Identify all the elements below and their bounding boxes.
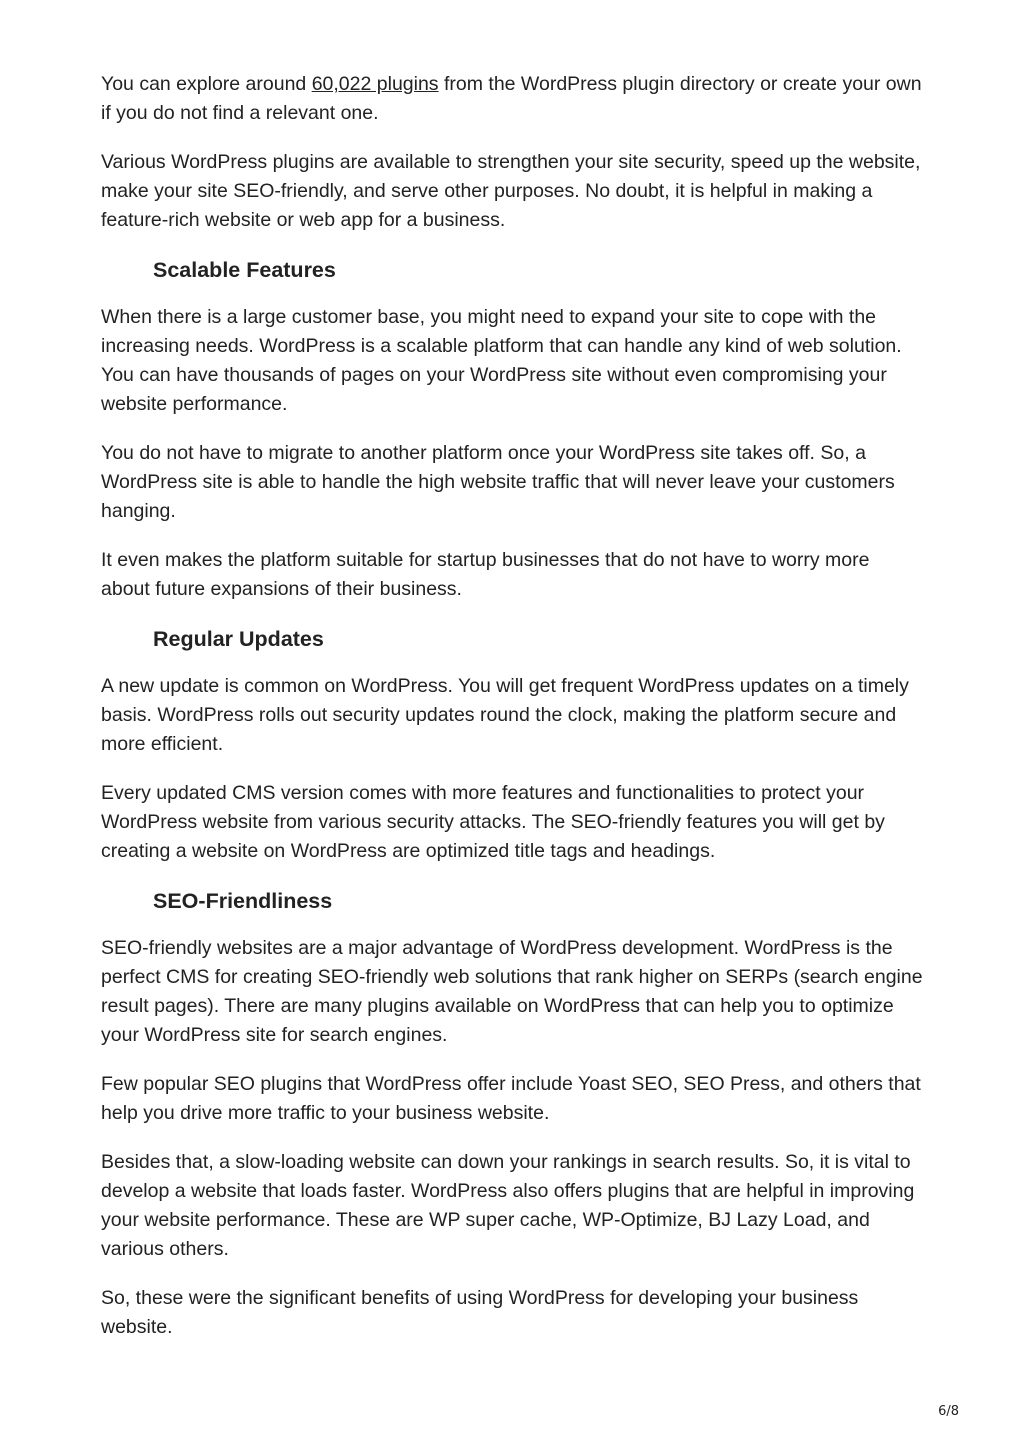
updates-paragraph-1: A new update is common on WordPress. You will get frequent WordPress updates on a timely basis. WordPress rolls out security updates round the clock, making the platform secure and more efficient. bbox=[101, 675, 909, 755]
scalable-paragraph-1: When there is a large customer base, you might need to expand your site to cope with the increasing needs. WordPress is a scalable platform that can handle any kind of web solution. You can have thousands of pages on your WordPress site without even compromising your website performance. bbox=[101, 306, 902, 415]
seo-paragraph-3: Besides that, a slow-loading website can down your rankings in search results. So, it is vital to develop a website that loads faster. WordPress also offers plugins that are helpful in improving your website performance. These are WP super cache, WP-Optimize, BJ Lazy Load, and various others. bbox=[101, 1151, 915, 1260]
intro-text-before-link: You can explore around bbox=[101, 73, 312, 95]
section-heading-scalable-features: Scalable Features bbox=[153, 258, 336, 282]
intro-paragraph-1 bbox=[101, 70, 923, 128]
updates-paragraph-2: Every updated CMS version comes with more features and functionalities to protect your WordPress website from various security attacks. The SEO-friendly features you will get by creating a website on WordPress are optimized title tags and headings. bbox=[101, 782, 885, 862]
scalable-paragraph-3: It even makes the platform suitable for startup businesses that do not have to worry more about future expansions of their business. bbox=[101, 549, 870, 600]
page-number: 6/8 bbox=[938, 1404, 959, 1419]
document-body bbox=[101, 70, 923, 1362]
seo-paragraph-4: So, these were the significant benefits of using WordPress for developing your business website. bbox=[101, 1287, 859, 1338]
intro-paragraph-2: Various WordPress plugins are available to strengthen your site security, speed up the website, make your site SEO-friendly, and serve other purposes. No doubt, it is helpful in making a feature-rich website or web app for a business. bbox=[101, 151, 921, 231]
seo-paragraph-2: Few popular SEO plugins that WordPress offer include Yoast SEO, SEO Press, and others that help you drive more traffic to your business website. bbox=[101, 1073, 921, 1124]
seo-paragraph-1: SEO-friendly websites are a major advantage of WordPress development. WordPress is the perfect CMS for creating SEO-friendly web solutions that rank higher on SERPs (search engine result pages). There are many plugins available on WordPress that can help you to optimize your WordPress site for search engines. bbox=[101, 937, 923, 1046]
intro-text-after-link: from the WordPress plugin directory or create your own if you do not find a relevant one. bbox=[101, 73, 922, 124]
section-heading-seo-friendliness: SEO-Friendliness bbox=[153, 889, 333, 913]
plugins-count-link[interactable]: 60,022 plugins bbox=[311, 73, 439, 95]
scalable-paragraph-2: You do not have to migrate to another platform once your WordPress site takes off. So, a WordPress site is able to handle the high website traffic that will never leave your customers hanging. bbox=[101, 442, 895, 522]
section-heading-regular-updates: Regular Updates bbox=[153, 627, 324, 651]
